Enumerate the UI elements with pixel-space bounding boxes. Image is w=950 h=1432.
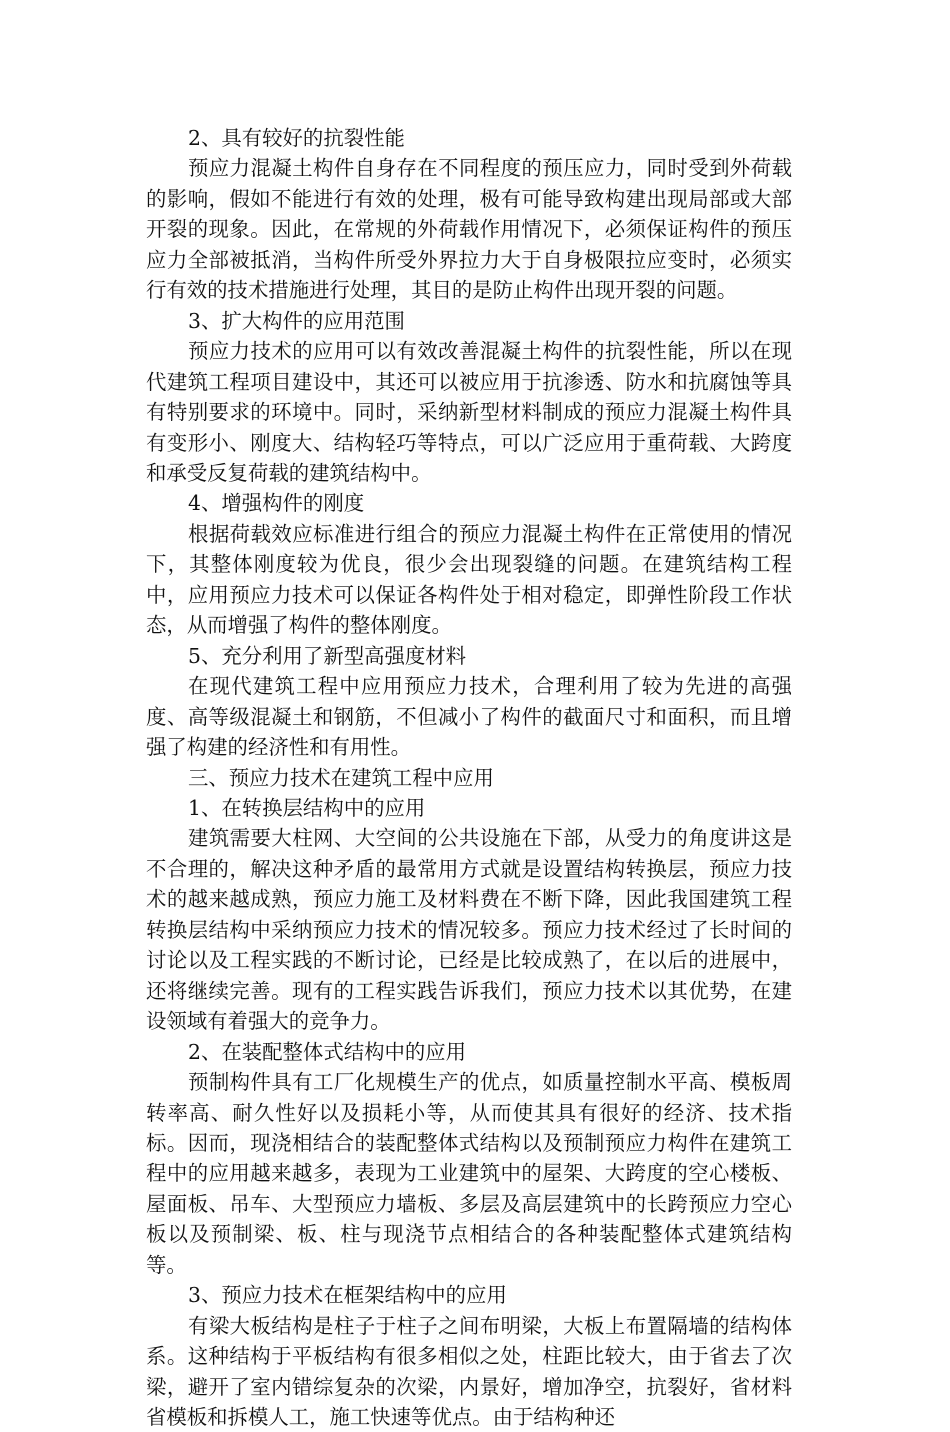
section-heading: 3、预应力技术在框架结构中的应用 — [188, 1283, 507, 1308]
body-paragraph: 有梁大板结构是柱子于柱子之间布明梁，大板上布置隔墙的结构体系。这种结构于平板结构有很多相似之处，柱距比较大，由于省去了次梁，避开了室内错综复杂的次梁，内景好，增加净空，抗裂好，省材料省模板和拆模人工，施工快速等优点。由于结构种还 — [146, 1313, 792, 1430]
section-heading: 2、具有较好的抗裂性能 — [188, 126, 405, 150]
body-paragraph: 在现代建筑工程中应用预应力技术，合理利用了较为先进的高强度、高等级混凝土和钢筋，不但减小了构件的截面尺寸和面积，而且增强了构建的经济性和有用性。 — [146, 674, 792, 760]
section-heading: 5、充分利用了新型高强度材料 — [188, 643, 467, 668]
section-heading: 3、扩大构件的应用范围 — [188, 308, 405, 333]
body-paragraph: 预应力混凝土构件自身存在不同程度的预压应力，同时受到外荷载的影响，假如不能进行有效的处理，极有可能导致构建出现局部或大部开裂的现象。因此，在常规的外荷载作用情况下，必须保证构件的预压应力全部被抵消，当构件所受外界拉力大于自身极限拉应变时，必须实行有效的技术措施进行处理，其目的是防止构件出现开裂的问题。 — [146, 156, 792, 303]
section-heading: 2、在装配整体式结构中的应用 — [188, 1039, 467, 1064]
section-heading: 4、增强构件的刚度 — [188, 491, 365, 516]
body-paragraph: 建筑需要大柱网、大空间的公共设施在下部，从受力的角度讲这是不合理的，解决这种矛盾的最常用方式就是设置结构转换层，预应力技术的越来越成熟，预应力施工及材料费在不断下降，因此我国建筑工程转换层结构中采纳预应力技术的情况较多。预应力技术经过了长时间的讨论以及工程实践的不断讨论，已经是比较成熟了，在以后的进展中，还将继续完善。现有的工程实践告诉我们，预应力技术以其优势，在建设领域有着强大的竞争力。 — [146, 826, 792, 1034]
body-paragraph: 预制构件具有工厂化规模生产的优点，如质量控制水平高、模板周转率高、耐久性好以及损耗小等，从而使其具有很好的经济、技术指标。因而，现浇相结合的装配整体式结构以及预制预应力构件在建筑工程中的应用越来越多，表现为工业建筑中的屋架、大跨度的空心楼板、屋面板、吊车、大型预应力墙板、多层及高层建筑中的长跨预应力空心板以及预制梁、板、柱与现浇节点相结合的各种装配整体式建筑结构等。 — [146, 1070, 792, 1277]
chapter-heading: 三、预应力技术在建筑工程中应用 — [188, 765, 494, 790]
document-page — [146, 123, 792, 1432]
body-paragraph: 预应力技术的应用可以有效改善混凝土构件的抗裂性能，所以在现代建筑工程项目建设中，其还可以被应用于抗渗透、防水和抗腐蚀等具有特别要求的环境中。同时，采纳新型材料制成的预应力混凝土构件具有变形小、刚度大、结构轻巧等特点，可以广泛应用于重荷载、大跨度和承受反复荷载的建筑结构中。 — [146, 339, 792, 485]
body-paragraph: 根据荷载效应标准进行组合的预应力混凝土构件在正常使用的情况下，其整体刚度较为优良，很少会出现裂缝的问题。在建筑结构工程中，应用预应力技术可以保证各构件处于相对稳定，即弹性阶段工作状态，从而增强了构件的整体刚度。 — [146, 521, 792, 638]
section-heading: 1、在转换层结构中的应用 — [188, 795, 426, 820]
